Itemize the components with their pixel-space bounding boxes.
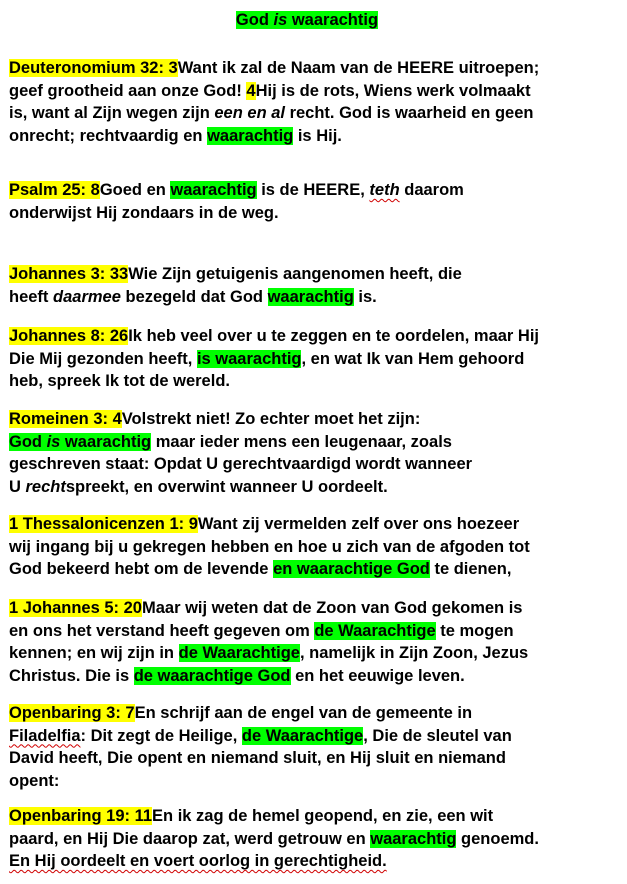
- verse-reference: Openbaring 3: 7: [9, 704, 135, 722]
- verse-reference: Psalm 25: 8: [9, 181, 100, 199]
- verse-johannes-3-33: Johannes 3: 33Wie Zijn getuigenis aangenomen heeft, die heeft daarmee bezegeld dat God waarachtig is.: [9, 265, 462, 306]
- verse-openbaring-19-11: Openbaring 19: 11En ik zag de hemel geopend, en zie, een wit paard, en Hij Die daarop zat, werd getrouw en waarachtig genoemd. En Hij oordeelt en voert oorlog in gerechtigheid.: [9, 807, 539, 870]
- verse-psalm-25-8: Psalm 25: 8Goed en waarachtig is de HEERE, teth daarom onderwijst Hij zondaars in de weg.: [9, 181, 464, 222]
- highlight-waarachtig: waarachtig: [207, 126, 294, 145]
- verse-1-johannes-5-20: 1 Johannes 5: 20Maar wij weten dat de Zoon van God gekomen is en ons het verstand heeft gegeven om de Waarachtige te mogen kennen; en wij zijn in de Waarachtige, namelijk in Zijn Zoon, Jezus Christus. Die is de waarachtige God en het eeuwige leven.: [9, 599, 529, 685]
- highlight-waarachtige-god: de waarachtige God: [133, 666, 291, 685]
- verse-reference: Romeinen 3: 4: [9, 410, 122, 428]
- verse-deuteronomium-32-3: Deuteronomium 32: 3Want ik zal de Naam van de HEERE uitroepen; geef grootheid aan onze God! 4Hij is de rots, Wiens werk volmaakt is, want al Zijn wegen zijn een en al recht. God is waarheid en geen onrecht; rechtvaardig en waarachtig is Hij.: [9, 59, 540, 145]
- highlight-waarachtig: en waarachtige God: [273, 560, 430, 578]
- highlight-waarachtig: waarachtig: [267, 287, 354, 306]
- highlight-waarachtig: God is waarachtig: [9, 432, 152, 451]
- verse-reference: 1 Thessalonicenzen 1: 9: [9, 515, 198, 533]
- highlight-waarachtig: waarachtig: [170, 181, 257, 199]
- verse-reference: Openbaring 19: 11: [9, 807, 153, 825]
- verse-1-thessalonicenzen-1-9: 1 Thessalonicenzen 1: 9Want zij vermelden zelf over ons hoezeer wij ingang bij u gekregen hebben en hoe u zich van de afgoden tot God bekeerd hebt om de levende en waarachtige God te dienen,: [9, 515, 530, 578]
- verse-romeinen-3-4: Romeinen 3: 4Volstrekt niet! Zo echter moet het zijn: God is waarachtig maar ieder mens een leugenaar, zoals geschreven staat: Opdat U gerechtvaardigd wordt wanneer U rechtspreekt, en overwint wanneer U oordeelt.: [9, 410, 473, 496]
- verse-reference: Johannes 3: 33: [9, 265, 129, 283]
- verse-openbaring-3-7: Openbaring 3: 7En schrijf aan de engel van de gemeente in Filadelfia: Dit zegt de Heilige, de Waarachtige, Die de sleutel van David heeft, Die opent en niemand sluit, en Hij sluit en niemand opent:: [9, 704, 512, 790]
- verse-reference: Deuteronomium 32: 3: [9, 59, 178, 77]
- highlight-waarachtige: de Waarachtige: [314, 621, 436, 640]
- highlight-waarachtige: de Waarachtige: [241, 726, 364, 745]
- verse-johannes-8-26: Johannes 8: 26Ik heb veel over u te zeggen en te oordelen, maar Hij Die Mij gezonden heeft, is waarachtig, en wat Ik van Hem gehoord heb, spreek Ik tot de wereld.: [9, 327, 540, 390]
- verse-number: 4: [246, 81, 256, 100]
- verse-reference: Johannes 8: 26: [9, 327, 129, 345]
- highlight-waarachtig: waarachtig: [370, 829, 457, 848]
- highlight-waarachtige: de Waarachtige: [178, 644, 300, 662]
- verse-reference: 1 Johannes 5: 20: [9, 599, 142, 617]
- page-title: God is waarachtig: [235, 11, 379, 29]
- highlight-waarachtig: is waarachtig: [196, 349, 302, 368]
